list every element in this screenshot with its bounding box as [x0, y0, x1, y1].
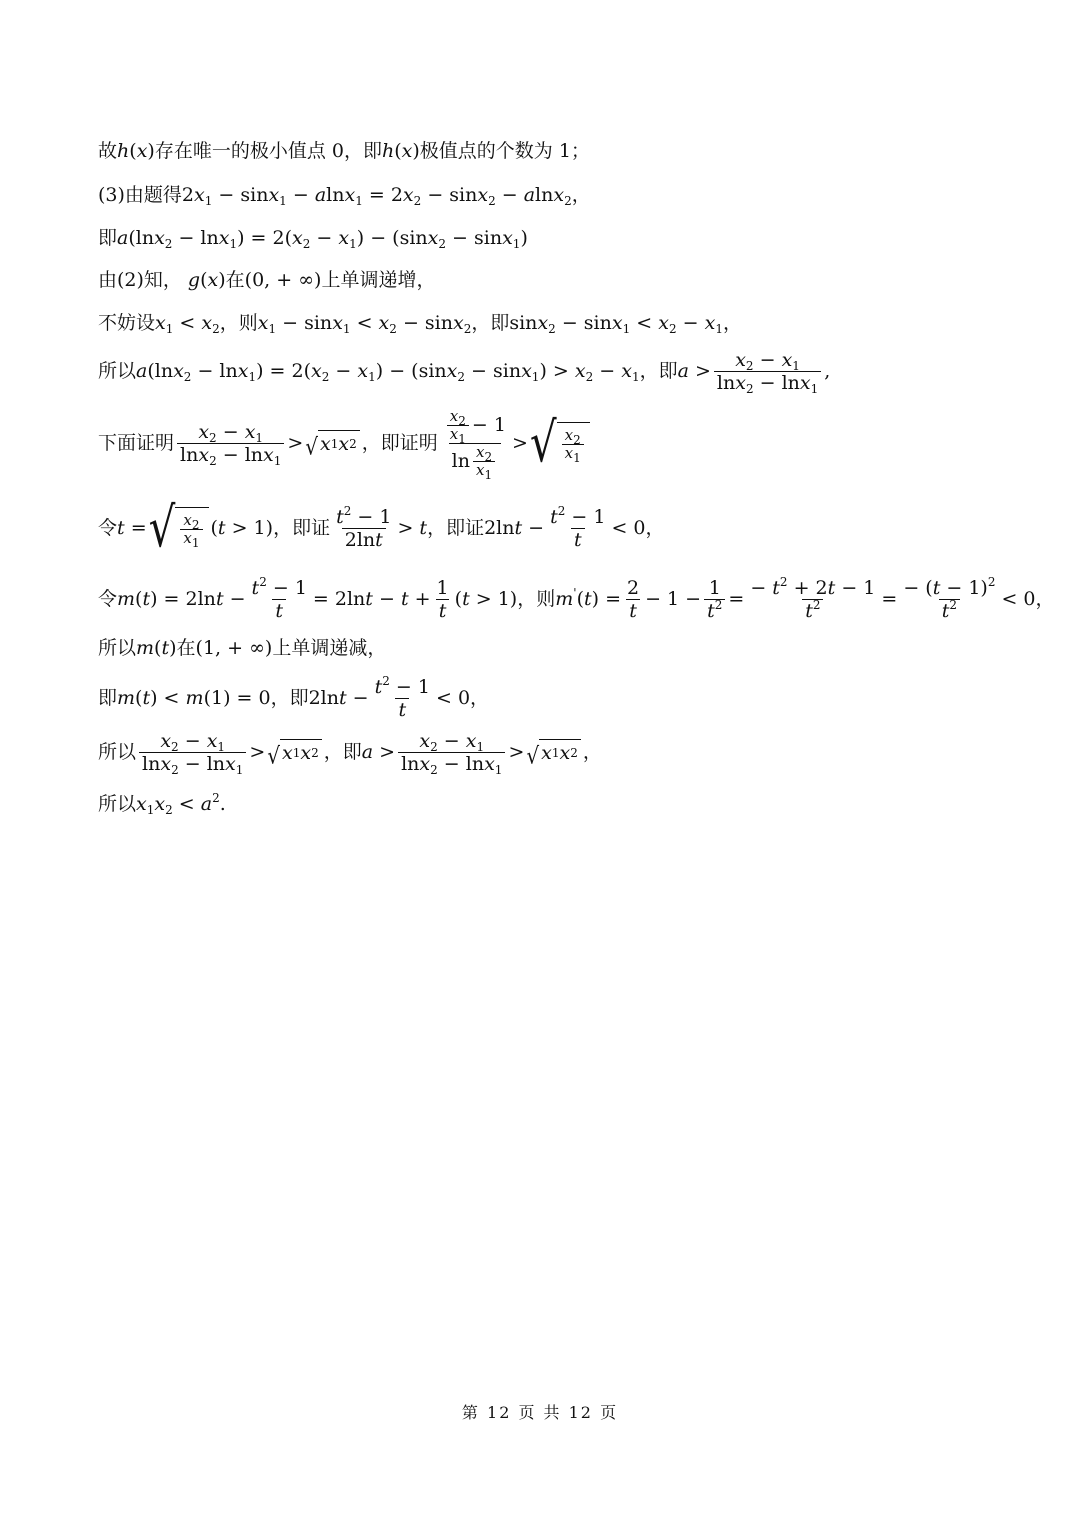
- fraction: $\frac{1}{t^2}$: [704, 577, 725, 622]
- text: 所以: [98, 360, 137, 382]
- math: h: [117, 140, 130, 162]
- text: ，即证: [427, 517, 485, 539]
- text: 令: [98, 588, 118, 610]
- text: ，即证明: [361, 432, 438, 454]
- text: ，则: [517, 588, 556, 610]
- fraction: $\frac{2}{t}$: [627, 576, 640, 622]
- fraction: $\frac{x_2 - x_1}{\ln x_2 - \ln x_1}$: [139, 730, 246, 775]
- solution-line-3: [98, 226, 528, 250]
- text: 令: [98, 517, 118, 539]
- sqrt: √ $\frac{x_2}{x_1}$: [149, 507, 209, 549]
- solution-line-10: 所以 m ( t ) 在 (1, + ∞) 上单调递减，: [98, 637, 387, 659]
- fraction: $\frac{- (t - 1)^2}{t^2}$: [903, 574, 996, 622]
- text: 在: [225, 269, 245, 291]
- solution-line-13: 所以 $x_1x_2 < a^2$.: [98, 791, 226, 817]
- solution-line-4: 由(2)知， g ( x ) 在 (0, + ∞) 上单调递增，: [98, 269, 436, 291]
- text: 故: [98, 140, 118, 162]
- text: 在: [176, 637, 196, 659]
- equation: $2x_1 - \sin x_1 - alnx_1 = 2x_2 - \sin x_2 - alnx_2$，: [181, 184, 591, 208]
- solution-line-5: 不妨设 $x_1 < x_2$ ，则 $x_1 - \sin x_1 < x_2 - \sin x_2$ ，即 $\sin x_2 - \sin x_1 < x_2 - x_1$，: [98, 312, 742, 336]
- fraction: $\frac{t^2 - 1}{2\ln t}$: [336, 503, 392, 551]
- sqrt: √ x 1 x 2: [526, 739, 580, 765]
- text: ，即: [471, 312, 510, 334]
- sqrt: √ x 1 x 2: [305, 430, 359, 456]
- solution-line-2: [98, 183, 591, 207]
- solution-line-12: 所以 $\frac{x_2 - x_1}{\ln x_2 - \ln x_1}$ > √ x 1 x 2 ，即 a > $\frac{x_2 - x_1}{\ln x_2 - \ln x_1}$ > √ x 1 x 2 ，: [98, 729, 602, 777]
- text: ，即: [639, 360, 678, 382]
- fraction: $\frac{x_2 - x_1}{\ln x_2 - \ln x_1}$: [714, 349, 821, 394]
- text: 由(2)知，: [98, 269, 182, 291]
- text: ，即证: [273, 517, 331, 539]
- sqrt: √ x 1 x 2: [267, 739, 321, 765]
- solution-line-11: 即 m(t) < m(1) = 0 ，即 2lnt − $\frac{t^2 - 1}{t}$ < 0，: [98, 673, 490, 721]
- fraction: $\frac{x_2 - x_1}{\ln x_2 - \ln x_1}$: [177, 421, 284, 466]
- solution-line-7: 下面证明 $\frac{x_2 - x_1}{\ln x_2 - \ln x_1}$ > √ x 1 x 2 ，即证明 $\frac{x_2}{x_1}$ − 1 ln $\frac{x_2}{x_1}$ > √ $\frac{x_2}{x_1}$: [98, 404, 592, 482]
- fraction: $\frac{1}{t}$: [436, 576, 449, 622]
- text: 所以: [98, 793, 137, 815]
- page-footer: 第 12 页 共 12 页: [461, 1403, 619, 1422]
- text: 上单调递增，: [321, 269, 436, 291]
- fraction: $\frac{- t^2 + 2t - 1}{t^2}$: [750, 574, 876, 622]
- fraction: $\frac{x_2}{x_1}$ − 1 ln $\frac{x_2}{x_1}$: [441, 408, 509, 479]
- solution-line-1: 故 h ( x ) 存在唯一的极小值点 0，即 h ( x ) 极值点的个数为 1；: [98, 140, 590, 162]
- text: 下面证明: [98, 432, 175, 454]
- sqrt: √ $\frac{x_2}{x_1}$: [530, 422, 590, 464]
- fraction: $\frac{x_2 - x_1}{\ln x_2 - \ln x_1}$: [398, 730, 505, 775]
- fraction: $\frac{t^2 - 1}{t}$: [374, 673, 430, 721]
- solution-line-9: 令 m(t) = 2lnt − $\frac{t^2 - 1}{t}$ = 2lnt − t + $\frac{1}{t}$ (t > 1) ，则 m'(t) = $\frac{2}{t}$ − 1 − $\frac{1}{t^2}$ = $\frac{- t^2 + 2t - 1}{t^2}$ = $\frac{- (t - 1)^2}{t^2}$ < 0，: [98, 574, 1055, 622]
- text: 即: [98, 227, 118, 249]
- equation: $a(\ln x_2 - \ln x_1) = 2(x_2 - x_1) - (\sin x_2 - \sin x_1)$: [117, 227, 528, 251]
- text: (3)由题得: [98, 184, 182, 206]
- fraction: $\frac{t^2 - 1}{t}$: [550, 503, 606, 551]
- text: 存在唯一的极小值点 0，即: [154, 140, 382, 162]
- text: 所以: [98, 637, 137, 659]
- text: 不妨设: [98, 312, 156, 334]
- solution-line-8: 令 t = √ $\frac{x_2}{x_1}$ (t > 1) ，即证 $\frac{t^2 - 1}{2\ln t}$ > t ，即证 2lnt − $\frac{t^2 - 1}{t}$ < 0，: [98, 495, 665, 560]
- text: 极值点的个数为 1；: [419, 140, 590, 162]
- text: ，即: [323, 741, 362, 763]
- text: ，则: [219, 312, 258, 334]
- text: 所以: [98, 741, 137, 763]
- text: 上单调递减，: [272, 637, 387, 659]
- text: 即: [98, 687, 118, 709]
- text: ，即: [270, 687, 309, 709]
- solution-line-6: 所以 $a(\ln x_2 - \ln x_1) = 2(x_2 - x_1) - (\sin x_2 - \sin x_1) > x_2 - x_1$ ，即 a > $\frac{x_2 - x_1}{\ln x_2 - \ln x_1}$ ,: [98, 348, 831, 396]
- fraction: $\frac{t^2 - 1}{t}$: [251, 574, 307, 622]
